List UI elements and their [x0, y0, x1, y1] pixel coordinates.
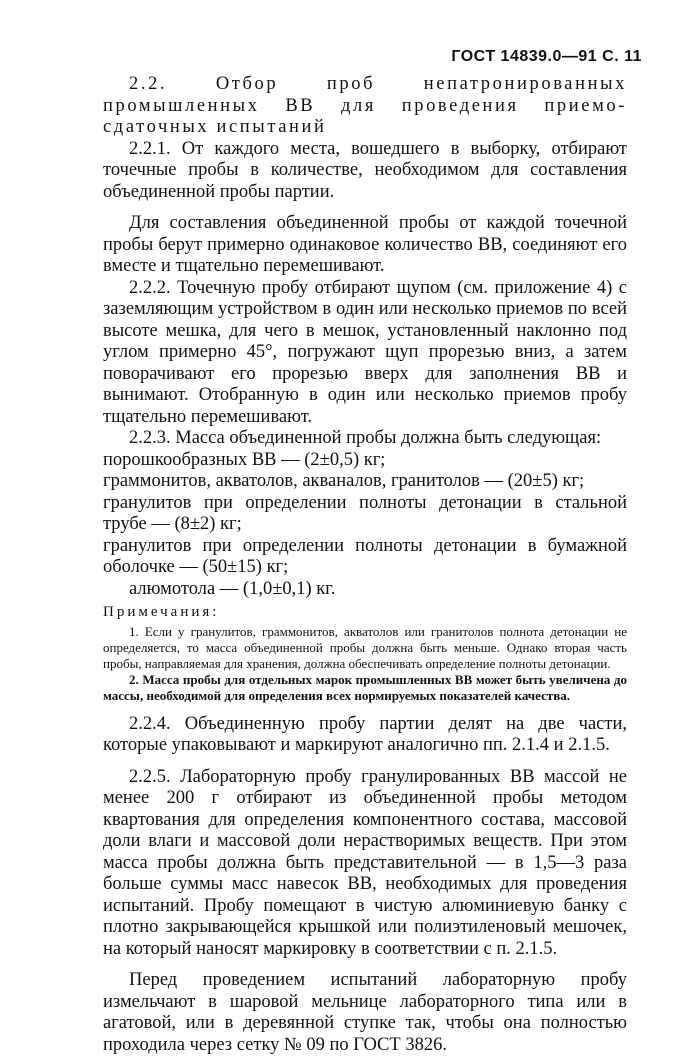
mass-item-granulites-steel: гранулитов при определении полноты детонации в стальной трубе — (8±2) кг; — [103, 492, 627, 534]
note-1: 1. Если у гранулитов, граммонитов, акватолов или гранитолов полнота детонации не определяется, то масса объединенной пробы должна быть меньше. Однако вторая часть пробы, направляемая для хранения, должна обеспечивать определение полноты детонации. — [103, 623, 627, 671]
note-2: 2. Масса пробы для отдельных марок промышленных ВВ может быть увеличена до массы, необходимой для определения всех нормируемых показателей качества. — [103, 671, 627, 703]
paragraph-2-2-2: 2.2.2. Точечную пробу отбирают щупом (см. приложение 4) с заземляющим устройством в один или несколько приемов по всей высоте мешка, для чего в мешок, установленный наклонно под углом примерно 45°, погружают щуп прорезью вниз, а затем поворачивают его прорезью вверх для заполнения ВВ и вынимают. Отобранную в один или несколько приемов пробу тщательно перемешивают. — [103, 277, 627, 427]
paragraph-combined-sample: Для составления объединенной пробы от каждой точечной пробы берут примерно одинаковое количество ВВ, соединяют его вместе и тщательно перемешивают. — [103, 213, 627, 276]
paragraph-lab-preparation: Перед проведением испытаний лабораторную пробу измельчают в шаровой мельнице лабораторного типа или в агатовой, или в деревянной ступке так, чтобы она полностью проходила через сетку № 09 по ГОСТ 3826. — [103, 970, 627, 1055]
section-heading: 2.2. Отбор проб непатронированных промышленных ВВ для проведения приемо-сдаточных испытаний — [103, 74, 627, 137]
mass-item-powder: порошкообразных ВВ — (2±0,5) кг; — [103, 449, 386, 470]
notes-heading: Примечания: — [103, 604, 220, 620]
page-header: ГОСТ 14839.0—91 С. 11 — [451, 48, 642, 65]
paragraph-2-2-4: 2.2.4. Объединенную пробу партии делят на две части, которые упаковывают и маркируют аналогично пп. 2.1.4 и 2.1.5. — [103, 713, 627, 755]
mass-item-granulites-paper: гранулитов при определении полноты детонации в бумажной оболочке — (50±15) кг; — [103, 535, 627, 577]
mass-item-grammonites: граммонитов, акватолов, акваналов, гранитолов — (20±5) кг; — [103, 471, 585, 491]
paragraph-2-2-5: 2.2.5. Лабораторную пробу гранулированных ВВ массой не менее 200 г отбирают из объединенной пробы методом квартования для определения компонентного состава, массовой доли влаги и массовой доли нерастворимых веществ. При этом масса пробы должна быть представительной — в 1,5—3 раза больше суммы масс навесок ВВ, необходимых для проведения испытаний. Пробу помещают в чистую алюминиевую банку с плотно закрывающейся крышкой или полиэтиленовый мешочек, на который наносят маркировку в соответствии с п. 2.1.5. — [103, 766, 627, 959]
mass-item-alumotol: алюмотола — (1,0±0,1) кг. — [129, 578, 336, 599]
paragraph-2-2-1: 2.2.1. От каждого места, вошедшего в выборку, отбирают точечные пробы в количестве, необходимом для составления объединенной пробы партии. — [103, 138, 627, 202]
paragraph-2-2-3: 2.2.3. Масса объединенной пробы должна быть следующая: — [129, 428, 602, 448]
document-body — [103, 74, 627, 1056]
